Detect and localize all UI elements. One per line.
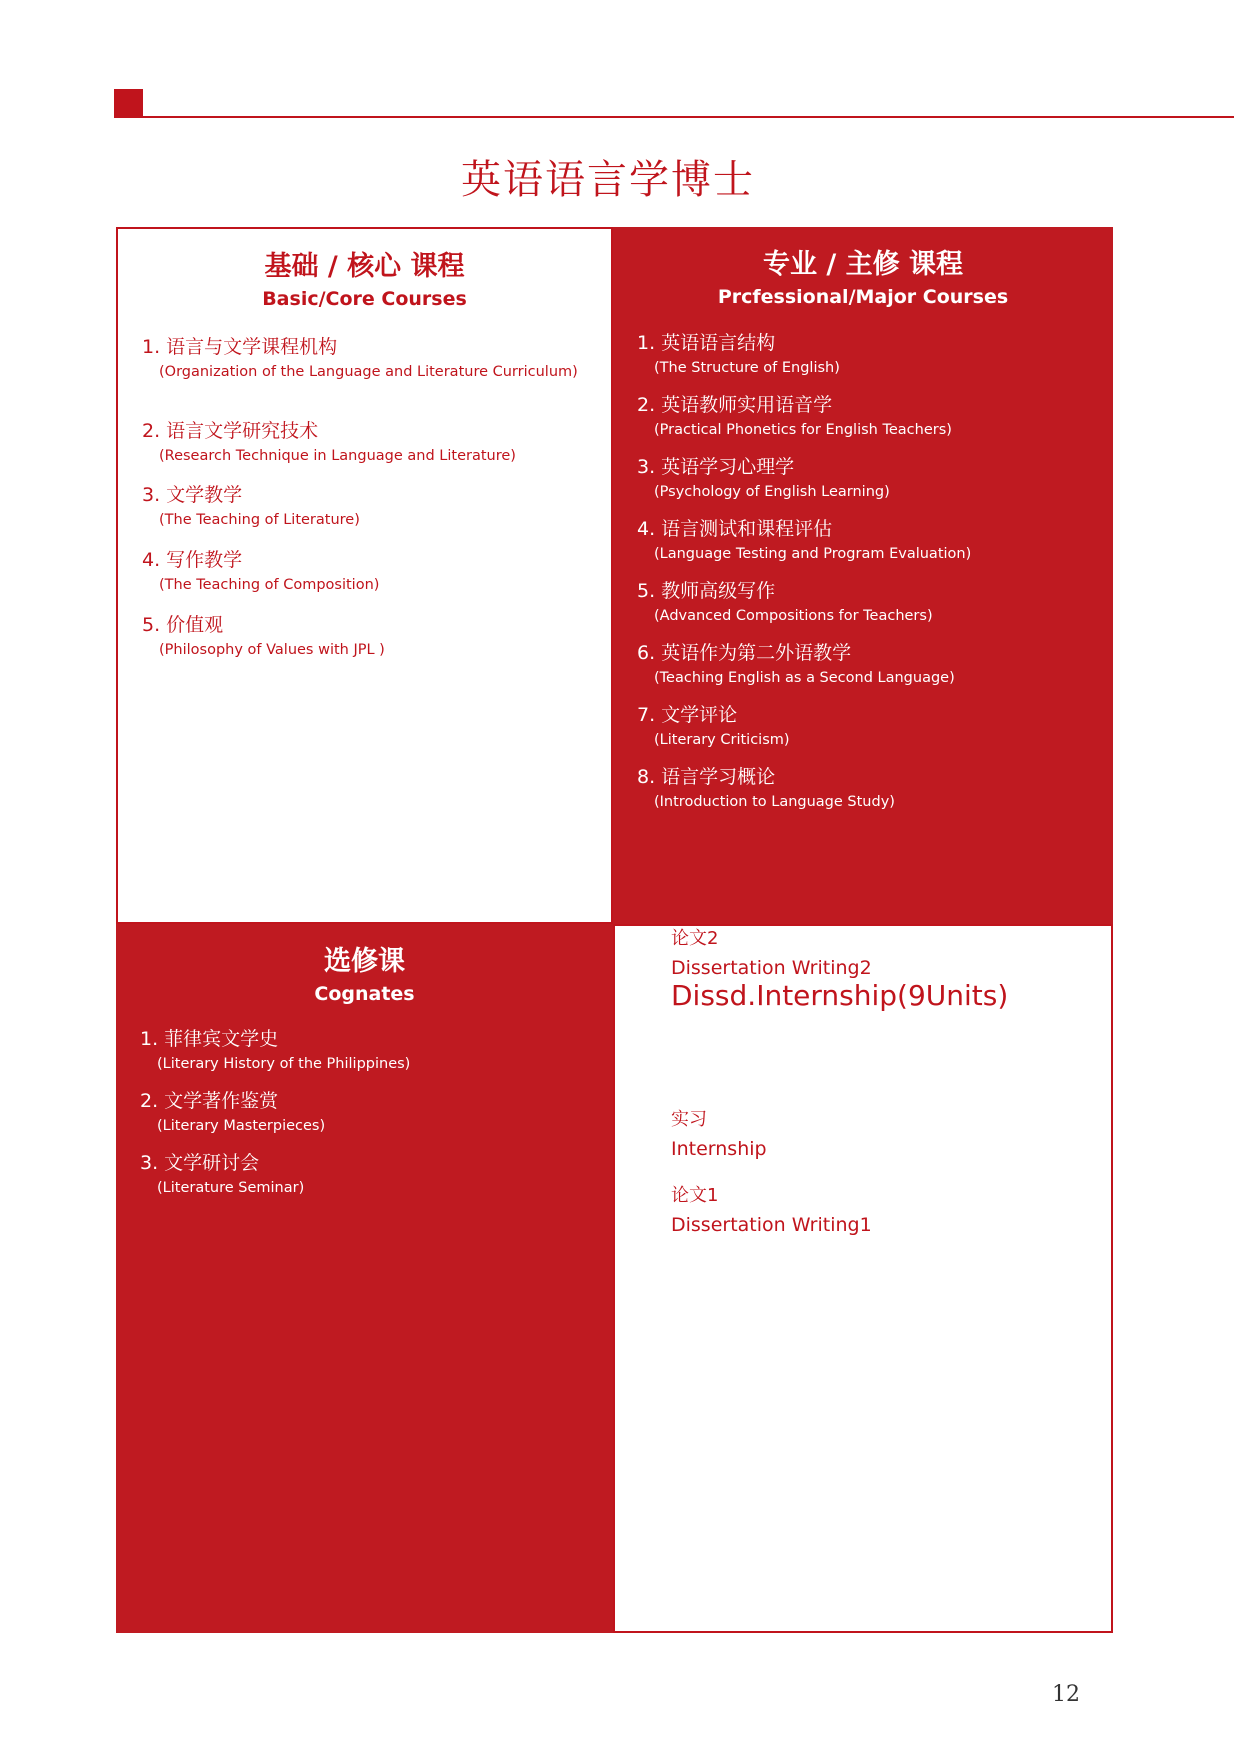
item-name-en: Dissertation Writing2 (671, 957, 872, 979)
page-title: 英语语言学博士 (461, 157, 755, 203)
course-name-cn: 6. 英语作为第二外语教学 (637, 642, 852, 664)
course-name-en: (The Teaching of Literature) (159, 512, 360, 528)
list-item (637, 764, 1099, 813)
list-item (140, 1150, 599, 1199)
list-item (671, 1183, 872, 1239)
list-item (637, 392, 1099, 441)
course-name-en: (Psychology of English Learning) (654, 484, 890, 500)
internship-title: Dissd.Internship(9Units) (671, 979, 1009, 1012)
internship-panel (613, 924, 1113, 1633)
course-name-en: (Organization of the Language and Literature Curriculum) (159, 364, 578, 380)
page-number: 12 (1052, 1682, 1080, 1707)
course-name-en: (Advanced Compositions for Teachers) (654, 608, 933, 624)
course-name-en: (Language Testing and Program Evaluation) (654, 546, 972, 562)
cognates-title-cn: 选修课 (324, 946, 405, 977)
header-square (114, 89, 143, 118)
course-name-cn: 1. 语言与文学课程机构 (142, 336, 338, 358)
list-item (142, 418, 597, 467)
basic-courses-title-cn: 基础 / 核心 课程 (264, 251, 465, 282)
list-item (637, 454, 1099, 503)
list-item (142, 482, 597, 531)
course-name-cn: 2. 英语教师实用语音学 (637, 394, 833, 416)
course-name-en: (Literary Criticism) (654, 732, 790, 748)
course-name-en: (Introduction to Language Study) (654, 794, 895, 810)
item-name-cn: 论文1 (671, 1185, 719, 1206)
list-item (637, 702, 1099, 751)
course-name-en: (The Teaching of Composition) (159, 577, 380, 593)
course-name-en: (Teaching English as a Second Language) (654, 670, 955, 686)
item-name-cn: 实习 (671, 1109, 707, 1130)
course-name-cn: 3. 文学教学 (142, 484, 243, 506)
course-name-cn: 1. 菲律宾文学史 (140, 1028, 279, 1050)
list-item (637, 330, 1099, 379)
major-courses-panel (613, 227, 1113, 924)
course-name-en: (Literary Masterpieces) (157, 1118, 326, 1134)
major-courses-title-en: Prcfessional/Major Courses (717, 286, 1009, 308)
major-courses-title-cn: 专业 / 主修 课程 (762, 249, 964, 280)
course-name-cn: 7. 文学评论 (637, 704, 738, 726)
list-item (637, 640, 1099, 689)
course-name-en: (Philosophy of Values with JPL ) (159, 642, 385, 658)
course-name-en: (Research Technique in Language and Literature) (159, 448, 516, 464)
list-item (142, 547, 597, 596)
basic-courses-title-en: Basic/Core Courses (262, 288, 467, 310)
header-rule (142, 116, 1234, 118)
course-name-cn: 4. 写作教学 (142, 549, 243, 571)
course-name-cn: 2. 文学著作鉴赏 (140, 1090, 279, 1112)
basic-courses-panel (116, 227, 613, 924)
course-name-cn: 5. 教师高级写作 (637, 580, 776, 602)
course-name-cn: 3. 英语学习心理学 (637, 456, 795, 478)
list-item (142, 334, 597, 383)
list-item (140, 1026, 599, 1075)
list-item (671, 926, 872, 982)
course-name-cn: 2. 语言文学研究技术 (142, 420, 319, 442)
course-name-en: (Literary History of the Philippines) (157, 1056, 411, 1072)
list-item (637, 578, 1099, 627)
list-item (142, 612, 597, 661)
course-name-cn: 4. 语言测试和课程评估 (637, 518, 833, 540)
cognates-panel (116, 924, 613, 1633)
list-item (671, 1107, 767, 1163)
course-name-en: (Literature Seminar) (157, 1180, 305, 1196)
list-item (140, 1088, 599, 1137)
course-name-en: (The Structure of English) (654, 360, 840, 376)
list-item (637, 516, 1099, 565)
course-name-cn: 8. 语言学习概论 (637, 766, 776, 788)
item-name-cn: 论文2 (671, 928, 719, 949)
item-name-en: Internship (671, 1138, 767, 1160)
cognates-title-en: Cognates (314, 983, 415, 1005)
course-name-cn: 5. 价值观 (142, 614, 224, 636)
course-name-cn: 1. 英语语言结构 (637, 332, 776, 354)
item-name-en: Dissertation Writing1 (671, 1214, 872, 1236)
course-name-en: (Practical Phonetics for English Teachers) (654, 422, 952, 438)
course-name-cn: 3. 文学研讨会 (140, 1152, 260, 1174)
